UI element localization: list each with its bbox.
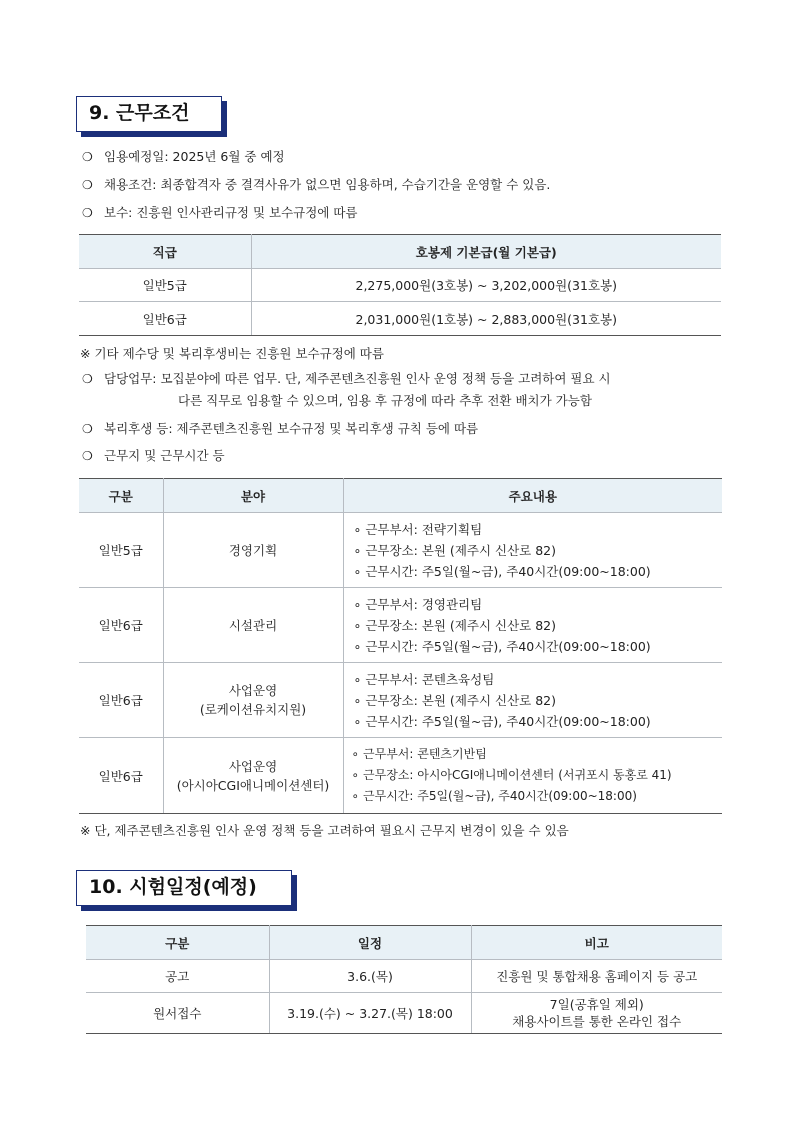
bullet-employment-conditions: ❍ 채용조건: 최종합격자 중 결격사유가 없으면 임용하며, 수습기간을 운영할 수 있음.	[82, 177, 551, 192]
work-note: ※ 단, 제주콘텐츠진흥원 인사 운영 정책 등을 고려하여 필요시 근무지 변경이 있을 수 있음	[80, 823, 569, 838]
table-header-row	[79, 479, 722, 513]
pay-table	[79, 234, 721, 336]
detail-line: ∘ 근무부서: 콘텐츠육성팀	[354, 669, 723, 690]
bullet-appointment-date: ❍ 임용예정일: 2025년 6월 중 예정	[82, 149, 285, 164]
table-header-cell: 구분	[86, 926, 269, 960]
table-row	[79, 513, 722, 588]
table-header-cell: 구분	[79, 479, 163, 513]
table-header-cell: 주요내용	[343, 479, 722, 513]
table-header-cell: 직급	[79, 235, 251, 269]
bullet-mark: ❍	[82, 178, 93, 192]
table-row	[79, 588, 722, 663]
table-header-cell: 호봉제 기본급(월 기본급)	[251, 235, 721, 269]
detail-line: ∘ 근무장소: 본원 (제주시 신산로 82)	[354, 615, 723, 636]
table-cell: 일반5급	[79, 269, 251, 302]
detail-line: ∘ 근무장소: 본원 (제주시 신산로 82)	[354, 690, 723, 711]
table-header-cell: 일정	[269, 926, 471, 960]
detail-line: ∘ 근무부서: 경영관리팀	[354, 594, 723, 615]
bullet-duty-continued: 다른 직무로 임용할 수 있으며, 임용 후 규정에 따라 추후 전환 배치가 가능함	[178, 393, 592, 408]
detail-line: ∘ 근무시간: 주5일(월~금), 주40시간(09:00~18:00)	[354, 561, 723, 582]
detail-line: ∘ 근무시간: 주5일(월~금), 주40시간(09:00~18:00)	[354, 636, 723, 657]
bullet-mark: ❍	[82, 150, 93, 164]
table-cell-grade: 일반6급	[79, 588, 163, 663]
table-row	[86, 960, 722, 993]
bullet-duty: ❍ 담당업무: 모집분야에 따른 업무. 단, 제주콘텐츠진흥원 인사 운영 정책 등을 고려하여 필요 시	[82, 371, 611, 386]
table-row	[86, 993, 722, 1034]
section-9-title-text: 9. 근무조건	[89, 102, 190, 124]
detail-line: ∘ 근무장소: 본원 (제주시 신산로 82)	[354, 540, 723, 561]
table-cell: 일반6급	[79, 302, 251, 336]
table-cell: 3.6.(목)	[269, 960, 471, 993]
detail-line: ∘ 근무부서: 콘텐츠기반팀	[352, 744, 723, 765]
table-cell-details	[343, 513, 722, 588]
table-cell-details	[343, 588, 722, 663]
schedule-table	[86, 925, 722, 1034]
section-10-title	[76, 870, 292, 906]
table-cell: 2,031,000원(1호봉) ~ 2,883,000원(31호봉)	[251, 302, 721, 336]
table-cell-details	[343, 663, 722, 738]
table-cell-grade: 일반6급	[79, 738, 163, 814]
bullet-mark: ❍	[82, 206, 93, 220]
table-cell: 공고	[86, 960, 269, 993]
bullet-welfare: ❍ 복리후생 등: 제주콘텐츠진흥원 보수규정 및 복리후생 규칙 등에 따름	[82, 421, 479, 436]
table-header-row	[86, 926, 722, 960]
table-cell: 진흥원 및 통합채용 홈페이지 등 공고	[471, 960, 722, 993]
detail-line: ∘ 근무부서: 전략기획팀	[354, 519, 723, 540]
detail-line: ∘ 근무시간: 주5일(월~금), 주40시간(09:00~18:00)	[354, 711, 723, 732]
bullet-pay: ❍ 보수: 진흥원 인사관리규정 및 보수규정에 따름	[82, 205, 358, 220]
table-row	[79, 663, 722, 738]
table-cell-field: 사업운영 (로케이션유치지원)	[163, 663, 343, 738]
table-header-cell: 비고	[471, 926, 722, 960]
bullet-mark: ❍	[82, 372, 93, 386]
table-cell-grade: 일반5급	[79, 513, 163, 588]
detail-line: ∘ 근무장소: 아시아CGI애니메이션센터 (서귀포시 동홍로 41)	[352, 765, 723, 786]
table-row	[79, 269, 721, 302]
table-cell-field: 시설관리	[163, 588, 343, 663]
bullet-workplace: ❍ 근무지 및 근무시간 등	[82, 448, 225, 463]
work-table	[79, 478, 722, 814]
table-cell-details	[343, 738, 722, 814]
detail-line: ∘ 근무시간: 주5일(월~금), 주40시간(09:00~18:00)	[352, 786, 723, 807]
table-cell: 7일(공휴일 제외) 채용사이트를 통한 온라인 접수	[471, 993, 722, 1034]
table-cell-field: 사업운영 (아시아CGI애니메이션센터)	[163, 738, 343, 814]
pay-note: ※ 기타 제수당 및 복리후생비는 진흥원 보수규정에 따름	[80, 346, 384, 361]
table-row	[79, 302, 721, 336]
table-cell: 원서접수	[86, 993, 269, 1034]
table-cell: 2,275,000원(3호봉) ~ 3,202,000원(31호봉)	[251, 269, 721, 302]
table-header-row	[79, 235, 721, 269]
table-cell-grade: 일반6급	[79, 663, 163, 738]
section-9-title	[76, 96, 222, 132]
table-cell: 3.19.(수) ~ 3.27.(목) 18:00	[269, 993, 471, 1034]
table-header-cell: 분야	[163, 479, 343, 513]
table-row	[79, 738, 722, 814]
table-cell-field: 경영기획	[163, 513, 343, 588]
bullet-mark: ❍	[82, 449, 93, 463]
section-10-title-text: 10. 시험일정(예정)	[89, 876, 257, 898]
bullet-mark: ❍	[82, 422, 93, 436]
